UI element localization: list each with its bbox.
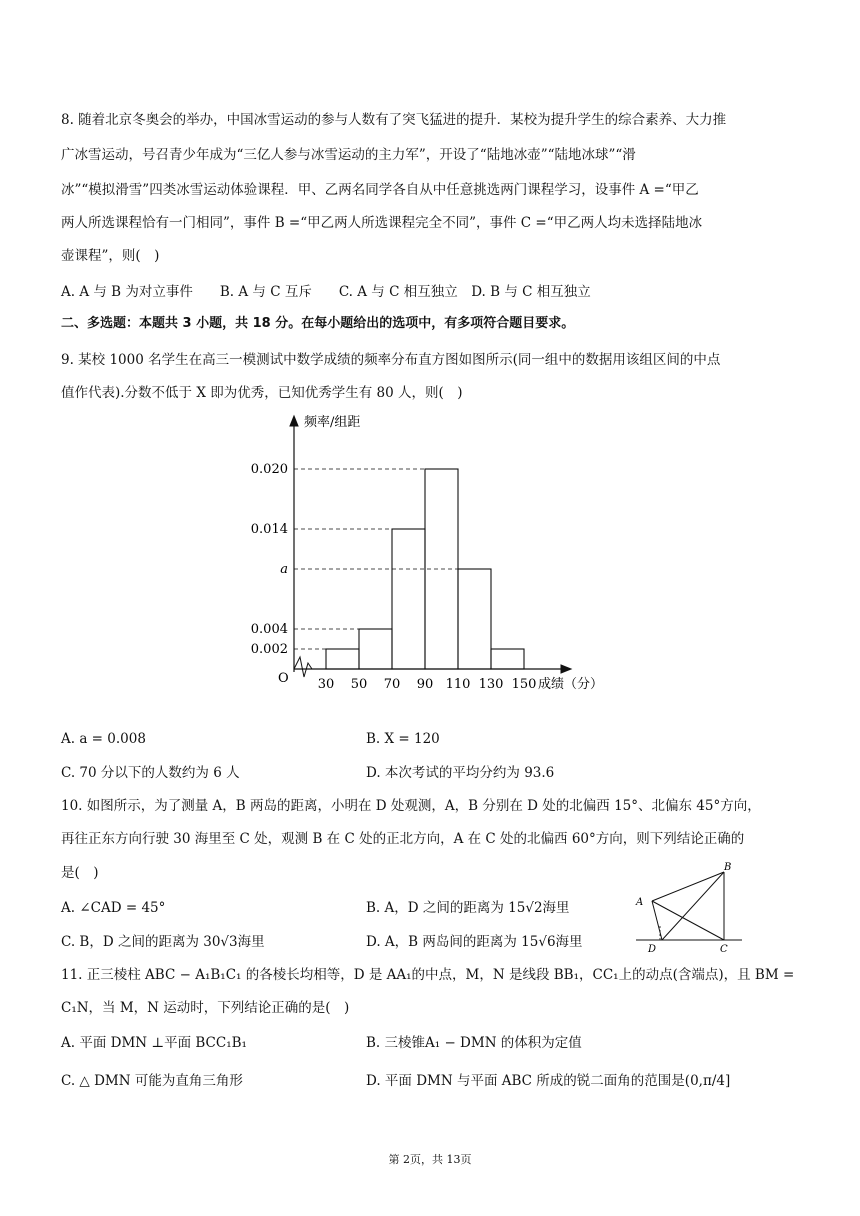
x-tick-label: 130 — [478, 677, 504, 692]
x-tick-label: 110 — [445, 677, 471, 692]
label-b: B — [724, 862, 732, 873]
q10-option-a: A. ∠CAD = 45° — [61, 900, 166, 916]
q10-line-3: 是( ) — [61, 865, 99, 881]
q11-line-1: 11. 正三棱柱 ABC − A₁B₁C₁ 的各棱长均相等，D 是 AA₁的中点，M，N 是线段 BB₁，CC₁上的动点(含端点)，且 BM = — [61, 967, 795, 983]
label-d: D — [648, 944, 657, 954]
x-tick-label: 30 — [317, 677, 335, 692]
y-tick-label: 0.004 — [250, 622, 288, 637]
q9-option-a: A. a = 0.008 — [61, 731, 146, 747]
y-tick-label: 0.020 — [250, 462, 288, 477]
q11-option-c: C. △ DMN 可能为直角三角形 — [61, 1073, 243, 1089]
histogram-bar — [458, 569, 491, 669]
y-tick-label: 0.014 — [250, 522, 288, 537]
x-tick-label: 90 — [416, 677, 434, 692]
q8-line-4: 两人所选课程恰有一门相同”，事件 B =“甲乙两人所选课程完全不同”，事件 C =“甲乙两人均未选择陆地冰 — [61, 215, 703, 231]
histogram-bar — [326, 649, 359, 669]
q11-line-2: C₁N，当 M，N 运动时，下列结论正确的是( ) — [61, 1000, 350, 1016]
q11-option-b: B. 三棱锥A₁ − DMN 的体积为定值 — [366, 1035, 582, 1051]
axis-break-icon — [294, 657, 312, 677]
q9-option-c: C. 70 分以下的人数约为 6 人 — [61, 765, 240, 781]
x-axis-label: 成绩（分） — [538, 677, 604, 692]
q11-option-d: D. 平面 DMN 与平面 ABC 所成的锐二面角的范围是(0,π/4] — [366, 1073, 731, 1089]
histogram-bar — [359, 629, 392, 669]
q10-line-1: 10. 如图所示，为了测量 A，B 两岛的距离，小明在 D 处观测，A，B 分别在 D 处的北偏西 15°、北偏东 45°方向， — [61, 798, 761, 814]
y-axis-label: 频率/组距 — [304, 415, 361, 430]
q9-option-b: B. X = 120 — [366, 731, 440, 747]
segment-ad — [652, 901, 662, 940]
q8-options: A. A 与 B 为对立事件 B. A 与 C 互斥 C. A 与 C 相互独立 D. B 与 C 相互独立 — [61, 284, 591, 300]
q8-line-3: 冰”“模拟滑雪”四类冰雪运动体验课程．甲、乙两名同学各自从中任意挑选两门课程学习，设事件 A =“甲乙 — [61, 182, 699, 198]
q9-line-2: 值作代表).分数不低于 X 即为优秀，已知优秀学生有 80 人，则( ) — [61, 385, 463, 401]
q9-option-d: D. 本次考试的平均分约为 93.6 — [366, 765, 555, 781]
histogram-bar — [491, 649, 524, 669]
q10-option-b: B. A，D 之间的距离为 15√2海里 — [366, 900, 570, 916]
segment-ab — [652, 872, 724, 901]
origin-label: O — [278, 671, 289, 686]
q9-line-1: 9. 某校 1000 名学生在高三一模测试中数学成绩的频率分布直方图如图所示(同一组中的数据用该组区间的中点 — [61, 352, 721, 368]
x-tick-label: 150 — [511, 677, 537, 692]
q8-line-1: 8. 随着北京冬奥会的举办，中国冰雪运动的参与人数有了突飞猛进的提升．某校为提升学生的综合素养、大力推 — [61, 112, 727, 128]
y-tick-label: 0.002 — [250, 642, 288, 657]
label-c: C — [720, 944, 728, 954]
x-tick-label: 70 — [383, 677, 401, 692]
island-diagram — [632, 858, 744, 954]
y-tick-label: a — [280, 562, 288, 577]
q10-option-c: C. B，D 之间的距离为 30√3海里 — [61, 934, 265, 950]
label-a: A — [636, 897, 644, 908]
q11-option-a: A. 平面 DMN ⊥平面 BCC₁B₁ — [61, 1035, 247, 1051]
q8-line-2: 广冰雪运动，号召青少年成为“三亿人参与冰雪运动的主力军”，开设了“陆地冰壶”“陆地冰球”“滑 — [61, 147, 636, 163]
segment-ac — [652, 901, 724, 940]
section-heading: 二、多选题：本题共 3 小题，共 18 分。在每小题给出的选项中，有多项符合题目要求。 — [61, 316, 575, 331]
histogram-bar — [392, 529, 425, 669]
segment-bd — [662, 872, 724, 940]
page-footer: 第 2页，共 13页 — [388, 1153, 472, 1166]
q8-line-5: 壶课程”，则( ) — [61, 248, 160, 264]
x-tick-label: 50 — [350, 677, 368, 692]
q10-option-d: D. A，B 两岛间的距离为 15√6海里 — [366, 934, 583, 950]
frequency-histogram — [240, 405, 620, 705]
q10-line-2: 再往正东方向行驶 30 海里至 C 处，观测 B 在 C 处的正北方向，A 在 C 处的北偏西 60°方向，则下列结论正确的 — [61, 831, 745, 847]
